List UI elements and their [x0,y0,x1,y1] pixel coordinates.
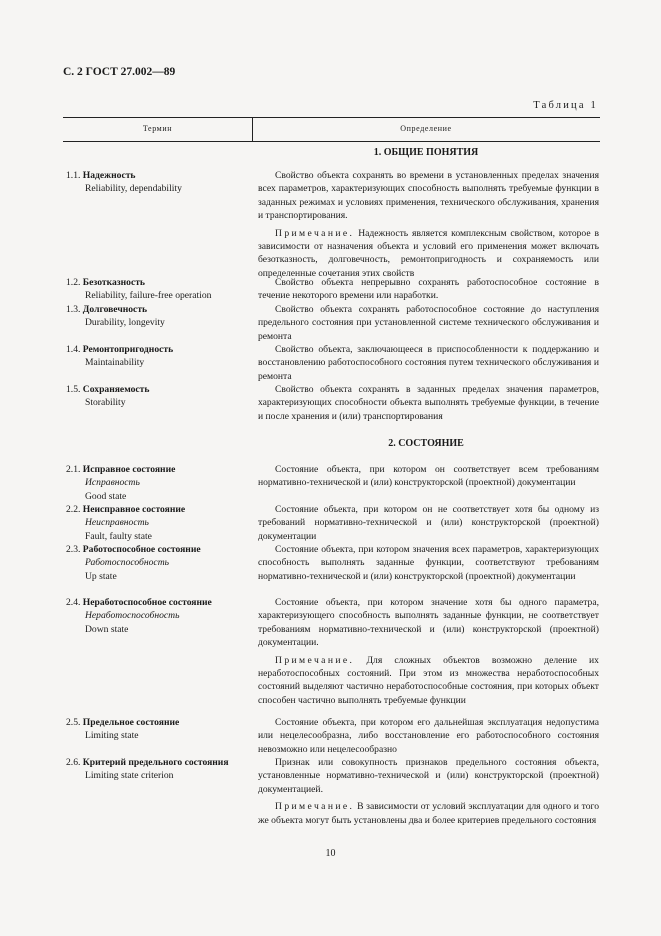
definition [258,276,599,303]
term-number: 2.4. [66,597,81,608]
column-header-term: Термин [142,124,173,133]
term-english: Durability, longevity [85,317,165,329]
term-name: Неисправное состояние [82,504,186,515]
term-synonym: Работоспособность [85,557,169,569]
term-english: Down state [85,623,129,635]
term-name: Предельное состояние [82,717,180,728]
definition-text: Состояние объекта, при котором он соответствует всем требованиям нормативно-технической и (или) конструкторской (проектной) документации [258,464,599,489]
term-number: 1.1. [66,170,81,181]
column-header-definition: Определение [400,124,452,133]
definition [258,716,599,756]
note-text: Для сложных объектов возможно деление их неработоспособных состояний. При этом из множества неработоспособных состояний выделяют частично неработоспособные состояния, при которых объект способен частично выполнять требуемые функции [258,654,599,706]
definition [258,169,599,280]
definition [258,503,599,543]
term-entry [66,756,251,783]
term-name: Работоспособное состояние [82,544,201,555]
term-english: Reliability, failure-free operation [85,290,212,302]
term-name: Исправное состояние [82,464,176,475]
term-number: 2.6. [66,757,81,768]
definition [258,543,599,583]
definition [258,596,599,707]
definition-text: Состояние объекта, при котором он не соответствует хотя бы одному из требований нормативно-технической и (или) конструкторской (проектной) документации [258,504,599,542]
definition-note [258,800,599,827]
definition-text: Состояние объекта, при котором значения всех параметров, характеризующих способность выполнять заданные функции, соответствуют требованиям нормативно-технической и (или) конструкторской (проектной) документации [258,544,599,582]
table-top-rule [63,117,600,118]
definition [258,383,599,423]
term-english: Storability [85,397,126,409]
definition-text: Состояние объекта, при котором его дальнейшая эксплуатация недопустима или нецелесообразна, либо восстановление его работоспособного состояния невозможно или нецелесообразно [258,717,599,755]
table-header-rule [63,141,600,142]
definition-text: Свойство объекта непрерывно сохранять работоспособное состояние в течение некоторого времени или наработки. [258,277,599,302]
table-label: Таблица 1 [533,100,598,111]
definition [258,303,599,343]
term-entry [66,503,251,543]
note-label: Примечание. [275,654,355,666]
definition-text: Свойство объекта сохранять во времени в установленных пределах значения всех параметров, характеризующих способность выполнять требуемые функции в заданных режимах и условиях применения, технического обслуживания, хранения и транспортирования. [258,170,599,222]
term-synonym: Неисправность [85,517,149,529]
term-entry [66,596,251,636]
term-synonym: Неработоспособность [85,610,180,622]
term-english: Good state [85,490,127,502]
term-english: Fault, faulty state [85,530,152,542]
term-number: 1.2. [66,277,81,288]
term-english: Reliability, dependability [85,183,182,195]
term-name: Критерий предельного состояния [82,757,229,768]
term-name: Надежность [82,170,136,181]
term-number: 1.4. [66,344,81,355]
term-name: Безотказность [82,277,145,288]
definition-text: Свойство объекта, заключающееся в приспособленности к поддержанию и восстановлению работоспособного состояния путем технического обслуживания и ремонта [258,344,599,382]
note-text: В зависимости от условий эксплуатации для одного и того же объекта могут быть установлены два и более критериев предельного состояния [258,801,599,826]
definition [258,343,599,383]
document-code: С. 2 ГОСТ 27.002—89 [63,66,176,78]
section-title: 1. ОБЩИЕ ПОНЯТИЯ [373,147,479,158]
term-english: Up state [85,570,117,582]
term-name: Ремонтопригодность [82,344,174,355]
term-name: Долговечность [82,304,148,315]
term-entry [66,463,251,503]
definition [258,463,599,490]
term-number: 1.5. [66,384,81,395]
term-number: 2.1. [66,464,81,475]
note-text: Надежность является комплексным свойством, которое в зависимости от назначения объекта и условий его применения может включать безотказность, долговечность, ремонтопригодность и сохраняемость или определенные сочетания этих свойств [258,227,599,279]
term-number: 2.2. [66,504,81,515]
term-number: 1.3. [66,304,81,315]
section-title: 2. СОСТОЯНИЕ [388,438,464,449]
definition-note [258,227,599,281]
note-label: Примечание. [275,227,355,239]
term-english: Limiting state criterion [85,770,174,782]
definition-text: Свойство объекта сохранять в заданных пределах значения параметров, характеризующих способности объекта выполнять требуемые функции, в течение и после хранения и (или) транспортирования [258,384,599,422]
definition-text: Свойство объекта сохранять работоспособное состояние до наступления предельного состояния при установленной системе технического обслуживания и ремонта [258,304,599,342]
term-name: Сохраняемость [82,384,150,395]
note-label: Примечание. [275,801,355,813]
term-name: Неработоспособное состояние [82,597,212,608]
definition-text: Признак или совокупность признаков предельного состояния объекта, установленные нормативно-технической и (или) конструкторской (проектной) документацией. [258,757,599,795]
term-number: 2.3. [66,544,81,555]
term-number: 2.5. [66,717,81,728]
term-english: Maintainability [85,357,145,369]
term-entry [66,383,251,410]
term-entry [66,276,251,303]
term-entry [66,343,251,370]
term-entry [66,169,251,196]
term-entry [66,716,251,743]
term-synonym: Исправность [85,477,140,489]
page-number: 10 [325,848,336,859]
definition [258,756,599,827]
term-english: Limiting state [85,730,139,742]
term-entry [66,303,251,330]
definition-note [258,654,599,708]
definition-text: Состояние объекта, при котором значение хотя бы одного параметра, характеризующего способность выполнять заданные функции, не соответствует требованиям нормативно-технической и (или) конструкторской (проектной) документации. [258,597,599,649]
term-entry [66,543,251,583]
